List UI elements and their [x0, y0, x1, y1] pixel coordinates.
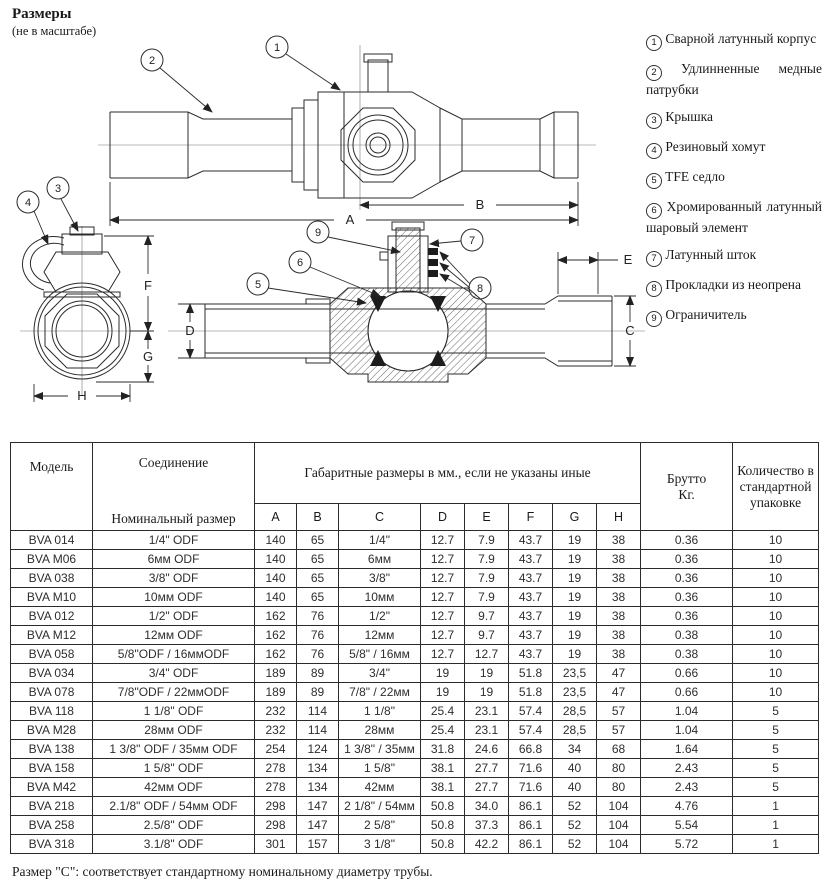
cell-model: BVA 138 [11, 740, 93, 759]
dim-label-d: D [185, 323, 195, 338]
dim-label-a: A [345, 212, 355, 227]
legend-item [646, 138, 822, 159]
page-subtitle: (не в масштабе) [12, 24, 97, 38]
cell-gross: 0.36 [641, 588, 733, 607]
cell-a: 298 [255, 797, 297, 816]
legend-item [646, 276, 822, 297]
cell-model: BVA M42 [11, 778, 93, 797]
cell-f: 71.6 [509, 759, 553, 778]
cell-e: 9.7 [465, 626, 509, 645]
cell-b: 65 [297, 550, 339, 569]
cell-h: 38 [597, 626, 641, 645]
cell-gross: 2.43 [641, 759, 733, 778]
cell-h: 57 [597, 721, 641, 740]
table-body [11, 531, 819, 854]
dimensions-table [10, 442, 819, 854]
col-header-connection [93, 443, 255, 531]
cell-e: 37.3 [465, 816, 509, 835]
legend-item [646, 108, 822, 129]
cell-d: 38.1 [421, 778, 465, 797]
cell-qty: 10 [733, 664, 819, 683]
legend-number: 5 [646, 173, 662, 189]
table-row [11, 531, 819, 550]
col-header-b: B [297, 504, 339, 531]
dim-label-f: F [144, 278, 152, 293]
cell-h: 47 [597, 664, 641, 683]
callout-1: 1 [273, 42, 281, 54]
cell-e: 9.7 [465, 607, 509, 626]
cell-d: 31.8 [421, 740, 465, 759]
callout-9: 9 [314, 227, 322, 239]
cell-f: 66.8 [509, 740, 553, 759]
cell-model: BVA M28 [11, 721, 93, 740]
cell-f: 86.1 [509, 835, 553, 854]
cell-f: 51.8 [509, 683, 553, 702]
cell-connection: 3.1/8" ODF [93, 835, 255, 854]
cell-gross: 1.64 [641, 740, 733, 759]
cell-d: 19 [421, 664, 465, 683]
cell-h: 80 [597, 759, 641, 778]
cell-c: 2 1/8" / 54мм [339, 797, 421, 816]
cell-b: 147 [297, 816, 339, 835]
legend [646, 30, 822, 336]
table-row [11, 740, 819, 759]
cell-model: BVA 038 [11, 569, 93, 588]
side-view [98, 36, 596, 227]
col-header-gross [641, 443, 733, 531]
cell-gross: 2.43 [641, 778, 733, 797]
cell-d: 19 [421, 683, 465, 702]
cell-g: 40 [553, 759, 597, 778]
cell-d: 12.7 [421, 588, 465, 607]
cell-d: 12.7 [421, 626, 465, 645]
footnote: Размер "С": соответствует стандартному номинальному диаметру трубы. [12, 864, 433, 879]
cell-d: 12.7 [421, 645, 465, 664]
legend-item [646, 246, 822, 267]
legend-item [646, 168, 822, 189]
cell-c: 42мм [339, 778, 421, 797]
cell-b: 114 [297, 721, 339, 740]
cell-g: 19 [553, 550, 597, 569]
cell-e: 27.7 [465, 759, 509, 778]
connection-label: Соединение [138, 455, 209, 470]
cell-gross: 5.54 [641, 816, 733, 835]
cell-f: 57.4 [509, 721, 553, 740]
cell-qty: 10 [733, 626, 819, 645]
cell-e: 12.7 [465, 645, 509, 664]
cell-qty: 10 [733, 569, 819, 588]
cell-c: 2 5/8" [339, 816, 421, 835]
cell-a: 162 [255, 645, 297, 664]
cell-qty: 10 [733, 531, 819, 550]
legend-number: 6 [646, 203, 662, 219]
cell-g: 40 [553, 778, 597, 797]
cell-h: 38 [597, 531, 641, 550]
cell-f: 86.1 [509, 797, 553, 816]
cell-c: 6мм [339, 550, 421, 569]
legend-number: 2 [646, 65, 662, 81]
cell-d: 25.4 [421, 702, 465, 721]
legend-item [646, 306, 822, 327]
cell-gross: 0.36 [641, 531, 733, 550]
legend-text: Удлинненные медные патрубки [646, 61, 822, 97]
cell-gross: 1.04 [641, 721, 733, 740]
dim-label-e: E [623, 252, 633, 267]
cell-h: 57 [597, 702, 641, 721]
cell-gross: 5.72 [641, 835, 733, 854]
cell-a: 254 [255, 740, 297, 759]
cell-c: 1 3/8" / 35мм [339, 740, 421, 759]
drawing-section [0, 0, 828, 441]
cell-e: 27.7 [465, 778, 509, 797]
cell-g: 23,5 [553, 664, 597, 683]
cell-connection: 2.1/8" ODF / 54мм ODF [93, 797, 255, 816]
cell-gross: 0.36 [641, 607, 733, 626]
cell-a: 189 [255, 664, 297, 683]
cell-a: 278 [255, 759, 297, 778]
cell-connection: 3/8" ODF [93, 569, 255, 588]
col-header-h: H [597, 504, 641, 531]
cell-h: 68 [597, 740, 641, 759]
cell-gross: 0.36 [641, 550, 733, 569]
cell-b: 89 [297, 683, 339, 702]
cell-e: 19 [465, 664, 509, 683]
cell-g: 28,5 [553, 702, 597, 721]
cell-c: 1/2" [339, 607, 421, 626]
table-row [11, 721, 819, 740]
nominal-size-label: Номинальный размер [111, 511, 236, 526]
gross-label-line2: Кг. [678, 486, 695, 502]
cell-g: 19 [553, 645, 597, 664]
dim-label-c: C [625, 323, 635, 338]
cell-a: 162 [255, 626, 297, 645]
dim-label-b: B [475, 197, 485, 212]
cell-connection: 3/4" ODF [93, 664, 255, 683]
cell-gross: 0.66 [641, 664, 733, 683]
cell-qty: 5 [733, 778, 819, 797]
cell-b: 147 [297, 797, 339, 816]
cell-connection: 12мм ODF [93, 626, 255, 645]
cell-b: 76 [297, 607, 339, 626]
cell-g: 52 [553, 835, 597, 854]
cell-c: 1 5/8" [339, 759, 421, 778]
legend-text: Хромированный латунный шаровый элемент [646, 198, 822, 235]
cell-f: 43.7 [509, 588, 553, 607]
cell-e: 23.1 [465, 702, 509, 721]
cell-connection: 1 3/8" ODF / 35мм ODF [93, 740, 255, 759]
callout-8: 8 [476, 283, 484, 295]
cell-e: 7.9 [465, 588, 509, 607]
col-header-e: E [465, 504, 509, 531]
cell-b: 65 [297, 569, 339, 588]
legend-text: Резиновый хомут [662, 138, 766, 154]
cell-a: 140 [255, 550, 297, 569]
cell-d: 50.8 [421, 835, 465, 854]
cell-a: 278 [255, 778, 297, 797]
table-row [11, 816, 819, 835]
cell-e: 42.2 [465, 835, 509, 854]
col-header-g: G [553, 504, 597, 531]
cell-model: BVA 118 [11, 702, 93, 721]
cell-c: 10мм [339, 588, 421, 607]
legend-number: 8 [646, 281, 662, 297]
cell-e: 34.0 [465, 797, 509, 816]
cell-f: 71.6 [509, 778, 553, 797]
col-header-a: A [255, 504, 297, 531]
cell-qty: 10 [733, 588, 819, 607]
cell-g: 19 [553, 626, 597, 645]
cell-model: BVA 258 [11, 816, 93, 835]
legend-text: Крышка [662, 108, 713, 124]
cell-qty: 5 [733, 702, 819, 721]
cell-g: 23,5 [553, 683, 597, 702]
cell-h: 80 [597, 778, 641, 797]
cell-qty: 1 [733, 816, 819, 835]
cell-f: 57.4 [509, 702, 553, 721]
page-title: Размеры [12, 6, 72, 22]
cell-c: 5/8" / 16мм [339, 645, 421, 664]
cell-g: 52 [553, 797, 597, 816]
cell-c: 3/4" [339, 664, 421, 683]
cell-a: 162 [255, 607, 297, 626]
cell-h: 38 [597, 569, 641, 588]
cell-b: 76 [297, 626, 339, 645]
cell-qty: 5 [733, 759, 819, 778]
cell-d: 25.4 [421, 721, 465, 740]
callout-2: 2 [148, 55, 156, 67]
cell-model: BVA M10 [11, 588, 93, 607]
callout-4: 4 [24, 197, 32, 209]
cell-gross: 0.36 [641, 569, 733, 588]
cell-model: BVA 058 [11, 645, 93, 664]
cell-qty: 5 [733, 740, 819, 759]
table-row [11, 588, 819, 607]
cell-connection: 10мм ODF [93, 588, 255, 607]
cell-f: 43.7 [509, 626, 553, 645]
legend-text: Латунный шток [662, 246, 757, 262]
cell-a: 298 [255, 816, 297, 835]
legend-number: 4 [646, 143, 662, 159]
cell-h: 38 [597, 588, 641, 607]
cell-f: 43.7 [509, 569, 553, 588]
table-row [11, 702, 819, 721]
cell-h: 38 [597, 550, 641, 569]
col-header-c: C [339, 504, 421, 531]
cell-d: 12.7 [421, 607, 465, 626]
cell-gross: 0.38 [641, 645, 733, 664]
cell-model: BVA 034 [11, 664, 93, 683]
cell-d: 50.8 [421, 816, 465, 835]
cell-model: BVA 318 [11, 835, 93, 854]
legend-text: Прокладки из неопрена [662, 276, 802, 292]
callout-6: 6 [296, 257, 304, 269]
cell-qty: 10 [733, 607, 819, 626]
cell-connection: 42мм ODF [93, 778, 255, 797]
legend-item [646, 60, 822, 99]
table-row [11, 645, 819, 664]
cell-d: 50.8 [421, 797, 465, 816]
gross-label-line1: Брутто [666, 470, 707, 486]
cell-model: BVA M12 [11, 626, 93, 645]
callout-3: 3 [54, 183, 62, 195]
cell-g: 19 [553, 588, 597, 607]
cell-e: 7.9 [465, 569, 509, 588]
cell-e: 19 [465, 683, 509, 702]
cell-model: BVA 158 [11, 759, 93, 778]
cell-d: 12.7 [421, 550, 465, 569]
cell-qty: 10 [733, 683, 819, 702]
cell-a: 189 [255, 683, 297, 702]
cell-h: 104 [597, 816, 641, 835]
cell-c: 3/8" [339, 569, 421, 588]
dim-label-g: G [142, 349, 154, 364]
table-row [11, 569, 819, 588]
cell-h: 104 [597, 797, 641, 816]
cell-connection: 1/2" ODF [93, 607, 255, 626]
cell-b: 65 [297, 531, 339, 550]
cell-e: 24.6 [465, 740, 509, 759]
cell-e: 7.9 [465, 550, 509, 569]
legend-text: Ограничитель [662, 306, 747, 322]
front-view [17, 177, 154, 403]
legend-number: 3 [646, 113, 662, 129]
cell-a: 232 [255, 702, 297, 721]
legend-number: 7 [646, 251, 662, 267]
cell-c: 12мм [339, 626, 421, 645]
cell-a: 140 [255, 588, 297, 607]
cell-connection: 1 1/8" ODF [93, 702, 255, 721]
cell-c: 7/8" / 22мм [339, 683, 421, 702]
cell-b: 124 [297, 740, 339, 759]
cell-connection: 6мм ODF [93, 550, 255, 569]
legend-number: 1 [646, 35, 662, 51]
technical-drawing [0, 0, 645, 441]
cell-connection: 5/8"ODF / 16ммODF [93, 645, 255, 664]
cell-model: BVA 218 [11, 797, 93, 816]
cell-gross: 4.76 [641, 797, 733, 816]
cell-gross: 0.38 [641, 626, 733, 645]
col-header-f: F [509, 504, 553, 531]
table-row [11, 835, 819, 854]
section-view [168, 221, 645, 382]
cell-connection: 2.5/8" ODF [93, 816, 255, 835]
cell-a: 140 [255, 531, 297, 550]
cell-qty: 10 [733, 645, 819, 664]
cell-g: 52 [553, 816, 597, 835]
col-header-dims-group: Габаритные размеры в мм., если не указаны иные [255, 443, 641, 504]
table-row [11, 664, 819, 683]
table-row [11, 607, 819, 626]
cell-connection: 1/4" ODF [93, 531, 255, 550]
table-row [11, 550, 819, 569]
col-header-model: Модель [11, 443, 93, 531]
cell-h: 47 [597, 683, 641, 702]
cell-b: 157 [297, 835, 339, 854]
cell-model: BVA 012 [11, 607, 93, 626]
cell-b: 65 [297, 588, 339, 607]
legend-text: TFE седло [662, 168, 725, 184]
cell-connection: 7/8"ODF / 22ммODF [93, 683, 255, 702]
cell-h: 104 [597, 835, 641, 854]
cell-b: 134 [297, 759, 339, 778]
cell-a: 140 [255, 569, 297, 588]
cell-g: 28,5 [553, 721, 597, 740]
cell-d: 12.7 [421, 531, 465, 550]
cell-g: 19 [553, 569, 597, 588]
cell-gross: 0.66 [641, 683, 733, 702]
cell-b: 134 [297, 778, 339, 797]
table-row [11, 683, 819, 702]
table-row [11, 797, 819, 816]
cell-model: BVA M06 [11, 550, 93, 569]
cell-f: 43.7 [509, 550, 553, 569]
cell-qty: 1 [733, 835, 819, 854]
callout-5: 5 [254, 279, 262, 291]
cell-f: 51.8 [509, 664, 553, 683]
cell-a: 301 [255, 835, 297, 854]
cell-h: 38 [597, 607, 641, 626]
table-row [11, 778, 819, 797]
cell-c: 1/4" [339, 531, 421, 550]
cell-qty: 5 [733, 721, 819, 740]
cell-g: 19 [553, 607, 597, 626]
legend-number: 9 [646, 311, 662, 327]
cell-g: 34 [553, 740, 597, 759]
cell-connection: 28мм ODF [93, 721, 255, 740]
callout-7: 7 [468, 235, 476, 247]
cell-b: 114 [297, 702, 339, 721]
table-row [11, 759, 819, 778]
table-section [10, 442, 818, 854]
cell-b: 76 [297, 645, 339, 664]
cell-model: BVA 078 [11, 683, 93, 702]
cell-f: 43.7 [509, 607, 553, 626]
cell-model: BVA 014 [11, 531, 93, 550]
col-header-d: D [421, 504, 465, 531]
cell-e: 23.1 [465, 721, 509, 740]
dim-label-h: H [77, 388, 87, 403]
cell-qty: 1 [733, 797, 819, 816]
legend-text: Сварной латунный корпус [662, 31, 817, 46]
col-header-qty: Количество в стандартной упаковке [733, 443, 819, 531]
cell-qty: 10 [733, 550, 819, 569]
cell-b: 89 [297, 664, 339, 683]
cell-f: 43.7 [509, 531, 553, 550]
legend-item [646, 198, 822, 237]
cell-connection: 1 5/8" ODF [93, 759, 255, 778]
cell-f: 43.7 [509, 645, 553, 664]
cell-c: 1 1/8" [339, 702, 421, 721]
cell-a: 232 [255, 721, 297, 740]
cell-gross: 1.04 [641, 702, 733, 721]
cell-c: 3 1/8" [339, 835, 421, 854]
cell-h: 38 [597, 645, 641, 664]
cell-d: 38.1 [421, 759, 465, 778]
table-row [11, 626, 819, 645]
cell-g: 19 [553, 531, 597, 550]
legend-item [646, 30, 822, 51]
cell-f: 86.1 [509, 816, 553, 835]
cell-c: 28мм [339, 721, 421, 740]
cell-d: 12.7 [421, 569, 465, 588]
cell-e: 7.9 [465, 531, 509, 550]
